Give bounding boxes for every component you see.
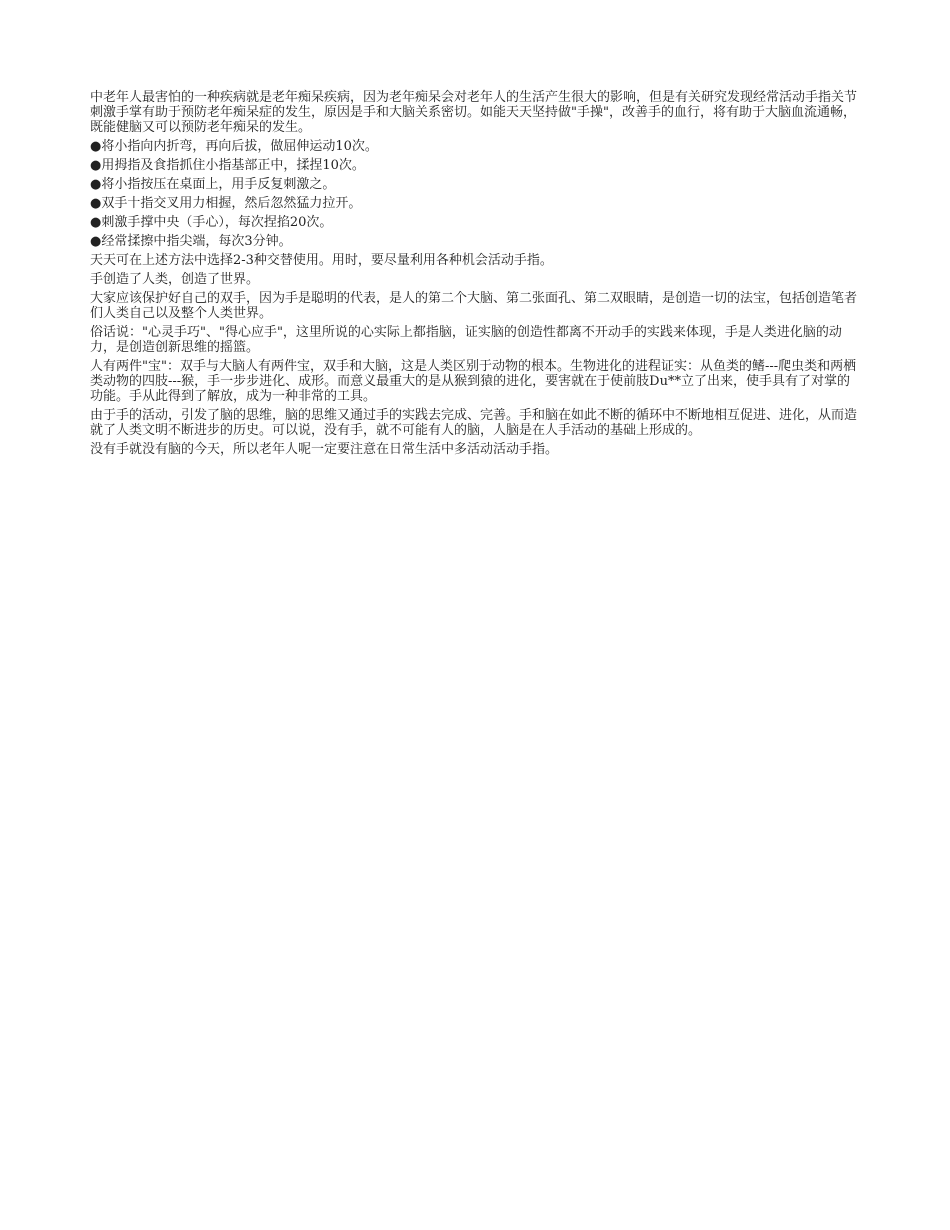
hands-created-paragraph: 手创造了人类，创造了世界。 [90,272,260,287]
exercise-item-1: ●将小指向内折弯，再向后拔，做屈伸运动10次。 [90,139,378,154]
intro-paragraph: 中老年人最害怕的一种疾病就是老年痴呆疾病，因为老年痴呆会对老年人的生活产生很大的影响，但是有关研究发现经常活动手指关节刺激手掌有助于预防老年痴呆症的发生，原因是手和大脑关系密切。如能天天坚持做"手操"，改善手的血行，将有助于大脑血流通畅，既能健脑又可以预防老年痴呆的发生。 [90,90,858,135]
exercise-item-5: ●刺激手撑中央（手心），每次捏掐20次。 [90,215,333,230]
exercise-item-6: ●经常揉擦中指尖端，每次3分钟。 [90,234,292,249]
saying-paragraph: 俗话说："心灵手巧"、"得心应手"，这里所说的心实际上都指脑，证实脑的创造性都离不开动手的实践来体现，手是人类进化脑的动力，是创造创新思维的摇篮。 [90,325,842,355]
conclusion-paragraph: 没有手就没有脑的今天，所以老年人呢一定要注意在日常生活中多活动活动手指。 [90,442,559,457]
exercise-item-2: ●用拇指及食指抓住小指基部正中，揉捏10次。 [90,158,365,173]
protect-hands-paragraph: 大家应该保护好自己的双手，因为手是聪明的代表，是人的第二个大脑、第二张面孔、第二双眼睛，是创造一切的法宝，包括创造笔者们人类自己以及整个人类世界。 [90,291,858,321]
hand-brain-cycle-paragraph: 由于手的活动，引发了脑的思维，脑的思维又通过手的实践去完成、完善。手和脑在如此不断的循环中不断地相互促进、进化，从而造就了人类文明不断进步的历史。可以说，没有手，就不可能有人的脑，人脑是在人手活动的基础上形成的。 [90,408,858,438]
exercise-item-3: ●将小指按压在桌面上，用手反复刺激之。 [90,177,336,192]
document-body [90,90,860,461]
two-treasures-paragraph: 人有两件"宝"：双手与大脑人有两件宝，双手和大脑，这是人类区别于动物的根本。生物进化的进程证实：从鱼类的鳍---爬虫类和两栖类动物的四肢---猴，手一步步进化、成形。而意义最重大的是从猴到猿的进化，要害就在于使前肢Du**立了出来，使手具有了对掌的功能。手从此得到了解放，成为一种非常的工具。 [90,359,857,404]
exercise-item-4: ●双手十指交叉用力相握，然后忽然猛力拉开。 [90,196,362,211]
usage-note-paragraph: 天天可在上述方法中选择2-3种交替使用。用时，要尽量利用各种机会活动手指。 [90,253,553,268]
